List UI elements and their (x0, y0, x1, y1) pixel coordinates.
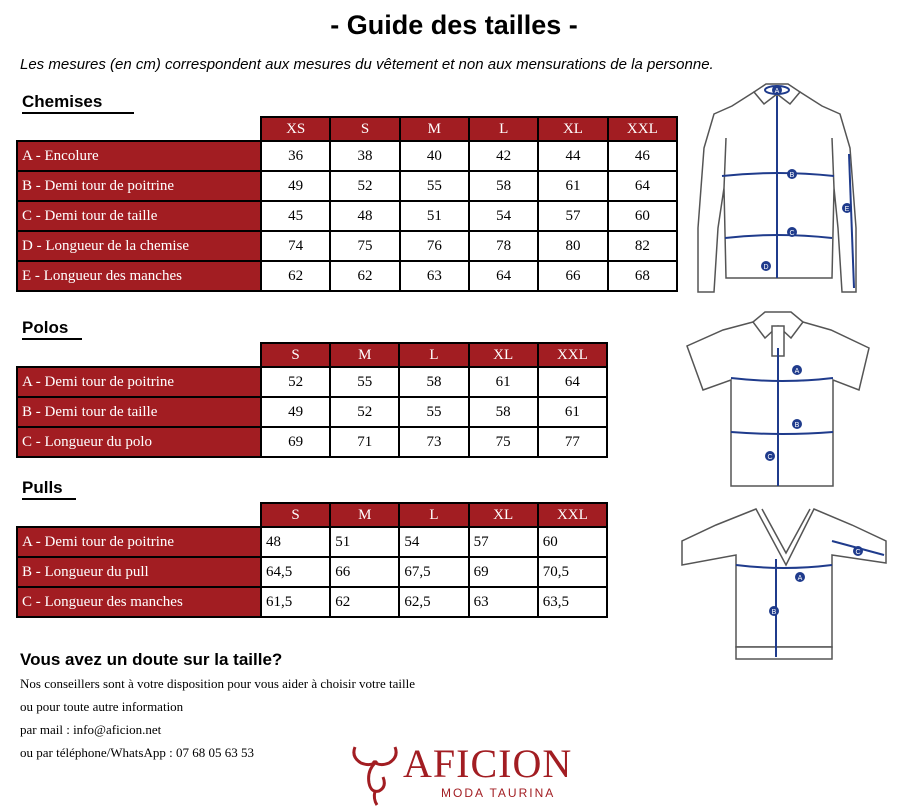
table-row (17, 587, 607, 617)
measure-value: 42 (469, 141, 538, 171)
marker-d: D (763, 264, 769, 271)
polos-size-table (16, 342, 608, 458)
measure-label: C - Demi tour de taille (17, 201, 261, 231)
marker-a: A (774, 88, 780, 95)
size-header-xxl: XXL (608, 117, 677, 141)
measure-value: 75 (330, 231, 399, 261)
measure-label: B - Longueur du pull (17, 557, 261, 587)
marker-c: C (767, 454, 773, 461)
table-row (17, 141, 677, 171)
measure-value: 61,5 (261, 587, 330, 617)
table-row (17, 557, 607, 587)
measure-value: 71 (330, 427, 399, 457)
measure-value: 55 (400, 171, 469, 201)
measure-value: 64 (469, 261, 538, 291)
measure-value: 75 (469, 427, 538, 457)
size-header-l: L (399, 343, 468, 367)
measure-value: 68 (608, 261, 677, 291)
measure-value: 73 (399, 427, 468, 457)
page-subtitle: Les mesures (en cm) correspondent aux mesures du vêtement et non aux mensurations de la personne. (20, 56, 714, 73)
measure-value: 61 (469, 367, 538, 397)
measure-value: 51 (330, 527, 399, 557)
measure-label: B - Demi tour de taille (17, 397, 261, 427)
measure-value: 63 (400, 261, 469, 291)
marker-a: A (794, 368, 800, 375)
size-header-l: L (399, 503, 468, 527)
measure-value: 48 (261, 527, 330, 557)
measure-value: 80 (538, 231, 607, 261)
measure-value: 55 (399, 397, 468, 427)
table-row (17, 201, 677, 231)
measure-value: 62 (261, 261, 330, 291)
measure-label: C - Longueur des manches (17, 587, 261, 617)
measure-value: 64,5 (261, 557, 330, 587)
marker-b: B (794, 422, 800, 429)
measure-label: E - Longueur des manches (17, 261, 261, 291)
pulls-size-table (16, 502, 608, 618)
size-header-m: M (400, 117, 469, 141)
measure-value: 67,5 (399, 557, 468, 587)
table-row (17, 261, 677, 291)
measure-value: 55 (330, 367, 399, 397)
shirt-illustration (692, 78, 862, 303)
measure-value: 66 (330, 557, 399, 587)
table-row (17, 171, 677, 201)
page-title: - Guide des tailles - (330, 10, 578, 40)
measure-value: 60 (538, 527, 607, 557)
contact-email[interactable]: par mail : info@aficion.net (20, 722, 162, 737)
measure-value: 63,5 (538, 587, 607, 617)
measure-value: 49 (261, 171, 330, 201)
marker-b: B (789, 172, 795, 179)
marker-b: B (771, 609, 777, 616)
marker-c: C (789, 230, 795, 237)
measure-value: 54 (399, 527, 468, 557)
contact-line: Nos conseillers sont à votre disposition pour vous aider à choisir votre taille (20, 676, 415, 691)
measure-value: 57 (469, 527, 538, 557)
measure-value: 82 (608, 231, 677, 261)
brand-tagline: MODA TAURINA (441, 786, 556, 800)
measure-label: A - Demi tour de poitrine (17, 527, 261, 557)
measure-value: 52 (261, 367, 330, 397)
measure-value: 38 (330, 141, 399, 171)
size-header-xl: XL (469, 503, 538, 527)
table-row (17, 527, 607, 557)
section-title-pulls: Pulls (22, 478, 63, 497)
measure-value: 44 (538, 141, 607, 171)
size-header-xl: XL (469, 343, 538, 367)
measure-value: 62 (330, 261, 399, 291)
measure-value: 78 (469, 231, 538, 261)
marker-e: E (844, 206, 850, 213)
brand-name: AFICION (403, 741, 573, 786)
measure-value: 69 (261, 427, 330, 457)
bull-logo-icon (345, 737, 405, 807)
measure-value: 70,5 (538, 557, 607, 587)
measure-value: 60 (608, 201, 677, 231)
measure-value: 58 (469, 397, 538, 427)
table-row (17, 427, 607, 457)
measure-value: 66 (538, 261, 607, 291)
table-row (17, 231, 677, 261)
chemises-size-table (16, 116, 678, 292)
polo-illustration (683, 308, 873, 490)
measure-value: 58 (399, 367, 468, 397)
measure-label: A - Demi tour de poitrine (17, 367, 261, 397)
measure-value: 64 (608, 171, 677, 201)
measure-value: 57 (538, 201, 607, 231)
section-title-polos: Polos (22, 318, 69, 337)
size-header-m: M (330, 343, 399, 367)
size-header-m: M (330, 503, 399, 527)
size-header-xs: XS (261, 117, 330, 141)
size-header-l: L (469, 117, 538, 141)
contact-line: ou pour toute autre information (20, 699, 184, 714)
size-header-s: S (330, 117, 399, 141)
measure-label: B - Demi tour de poitrine (17, 171, 261, 201)
measure-value: 40 (400, 141, 469, 171)
measure-value: 54 (469, 201, 538, 231)
measure-value: 61 (538, 397, 607, 427)
measure-value: 52 (330, 171, 399, 201)
size-header-xxl: XXL (538, 503, 607, 527)
measure-value: 76 (400, 231, 469, 261)
measure-value: 62,5 (399, 587, 468, 617)
size-header-s: S (261, 343, 330, 367)
section-underline (22, 498, 76, 500)
measure-value: 61 (538, 171, 607, 201)
contact-phone[interactable]: ou par téléphone/WhatsApp : 07 68 05 63 53 (20, 745, 254, 760)
measure-value: 45 (261, 201, 330, 231)
measure-value: 63 (469, 587, 538, 617)
pull-illustration (676, 505, 896, 663)
measure-value: 49 (261, 397, 330, 427)
marker-a: A (797, 575, 803, 582)
measure-value: 51 (400, 201, 469, 231)
measure-value: 69 (469, 557, 538, 587)
measure-label: D - Longueur de la chemise (17, 231, 261, 261)
marker-c: C (855, 549, 861, 556)
measure-value: 74 (261, 231, 330, 261)
section-title-chemises: Chemises (22, 92, 103, 111)
measure-label: A - Encolure (17, 141, 261, 171)
measure-value: 52 (330, 397, 399, 427)
measure-value: 48 (330, 201, 399, 231)
section-underline (22, 112, 134, 114)
measure-value: 58 (469, 171, 538, 201)
measure-value: 36 (261, 141, 330, 171)
size-header-s: S (261, 503, 330, 527)
measure-label: C - Longueur du polo (17, 427, 261, 457)
table-row (17, 367, 607, 397)
size-header-xl: XL (538, 117, 607, 141)
measure-value: 46 (608, 141, 677, 171)
measure-value: 62 (330, 587, 399, 617)
measure-value: 64 (538, 367, 607, 397)
measure-value: 77 (538, 427, 607, 457)
section-underline (22, 338, 82, 340)
size-header-xxl: XXL (538, 343, 607, 367)
table-row (17, 397, 607, 427)
contact-title: Vous avez un doute sur la taille? (20, 650, 283, 669)
